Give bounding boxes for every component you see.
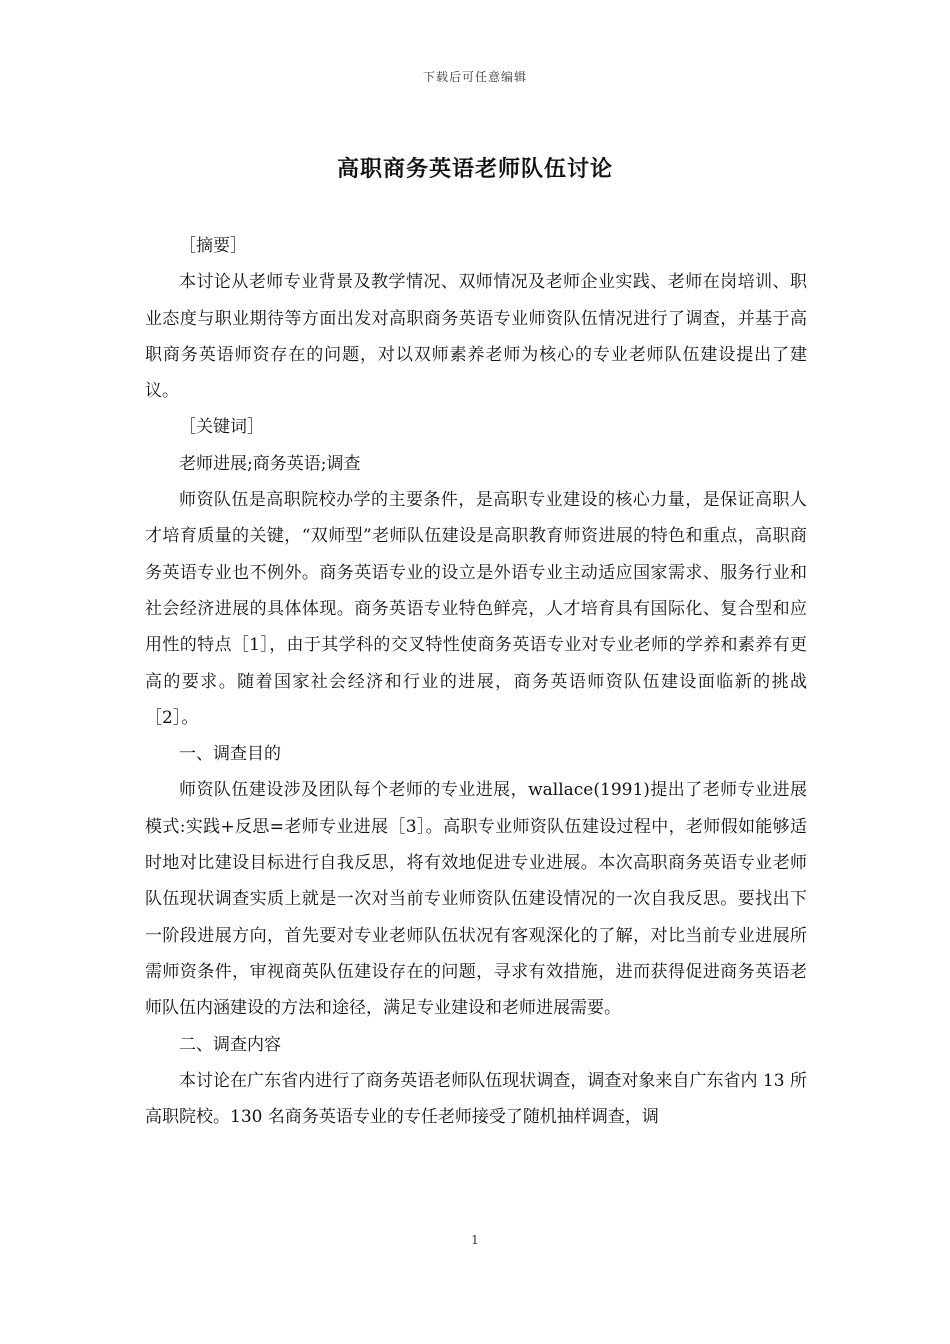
section-1-paragraph: 师资队伍建设涉及团队每个老师的专业进展，wallace(1991)提出了老师专业进展模式:实践+反思=老师专业进展［3］。高职专业师资队伍建设过程中，老师假如能够适时地对比建设目标进行自我反思，将有效地促进专业进展。本次高职商务英语专业老师队伍现状调查实质上就是一次对当前专业师资队伍建设情况的一次自我反思。要找出下一阶段进展方向，首先要对专业老师队伍状况有客观深化的了解，对比当前专业进展所需师资条件，审视商英队伍建设存在的问题，寻求有效措施，进而获得促进商务英语老师队伍内涵建设的方法和途径，满足专业建设和老师进展需要。 — [145, 780, 807, 1019]
page-number: 1 — [471, 1233, 479, 1247]
header-note: 下载后可任意编辑 — [422, 70, 527, 84]
keywords-paragraph: 老师进展;商务英语;调查 — [179, 453, 361, 474]
abstract-paragraph: 本讨论从老师专业背景及教学情况、双师情况及老师企业实践、老师在岗培训、职业态度与职业期待等方面出发对高职商务英语专业师资队伍情况进行了调查，并基于高职商务英语师资存在的问题，对以双师素养老师为核心的专业老师队伍建设提出了建议。 — [145, 272, 807, 402]
abstract-heading: ［摘要］ — [179, 236, 247, 256]
section-2-paragraph: 本讨论在广东省内进行了商务英语老师队伍现状调查，调查对象来自广东省内 13 所高职院校。130 名商务英语专业的专任老师接受了随机抽样调查，调 — [145, 1070, 807, 1128]
section-heading-2: 二、调查内容 — [179, 1034, 281, 1055]
body-text — [145, 228, 807, 1135]
intro-paragraph: 师资队伍是高职院校办学的主要条件，是高职专业建设的核心力量，是保证高职人才培育质量的关键，“双师型”老师队伍建设是高职教育师资进展的特色和重点，高职商务英语专业也不例外。商务英语专业的设立是外语专业主动适应国家需求、服务行业和社会经济进展的具体体现。商务英语专业特色鲜亮，人才培育具有国际化、复合型和应用性的特点［1］，由于其学科的交叉特性使商务英语专业对专业老师的学养和素养有更高的要求。随着国家社会经济和行业的进展，商务英语师资队伍建设面临新的挑战［2］。 — [145, 490, 807, 728]
section-heading-1: 一、调查目的 — [179, 744, 281, 765]
keywords-heading: ［关键词］ — [179, 417, 264, 438]
document-title: 高职商务英语老师队伍讨论 — [336, 156, 613, 182]
